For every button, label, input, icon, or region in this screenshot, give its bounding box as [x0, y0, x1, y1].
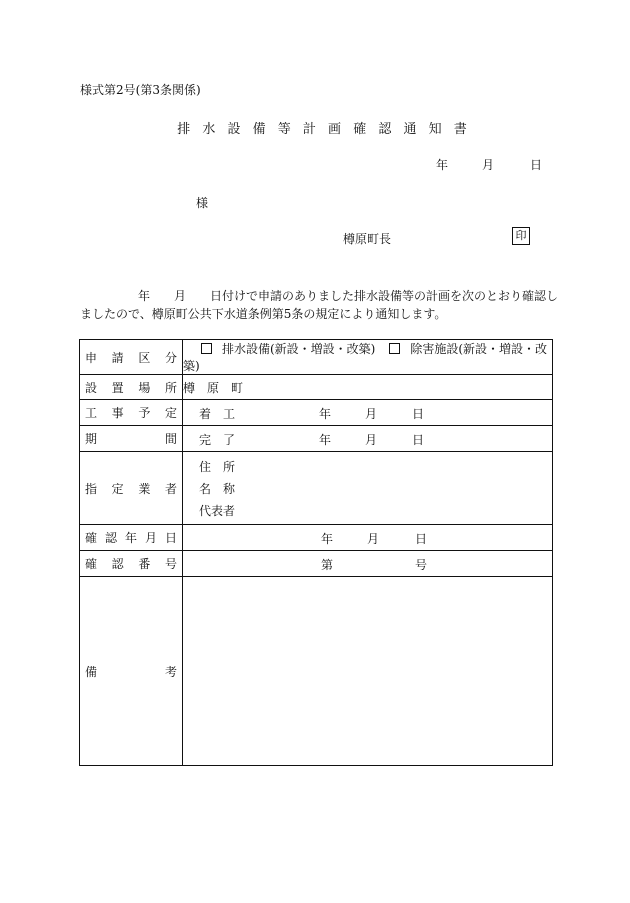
date-month: 月: [482, 158, 495, 172]
start-day: 日: [412, 407, 425, 421]
contractor-name-label: 名 称: [199, 482, 236, 496]
label-text: 申 請 区 分: [85, 350, 177, 365]
confirm-month: 月: [367, 532, 380, 546]
confirm-number-cell: [183, 551, 553, 577]
contractor-cell: [183, 452, 553, 525]
schedule-end-cell: [183, 426, 553, 452]
label-confirm-date: 確 認 年 月 日: [80, 525, 183, 551]
date-day: 日: [530, 158, 543, 172]
row-application-type: [80, 340, 553, 375]
confirm-number-prefix: 第: [321, 558, 334, 572]
start-label: 着 工: [199, 407, 236, 421]
body-line-2: ましたので、樽原町公共下水道条例第5条の規定により通知します。: [80, 307, 447, 321]
end-label: 完 了: [199, 433, 236, 447]
pretreatment-checkbox[interactable]: [389, 343, 400, 354]
row-schedule-end: [80, 426, 553, 452]
row-location: [80, 375, 553, 400]
end-day: 日: [412, 433, 425, 447]
contractor-address-label: 住 所: [199, 460, 236, 474]
body-text-1: 日付けで申請のありました排水設備等の計画を次のとおり確認し: [210, 289, 559, 303]
label-confirm-number: 確 認 番 号: [80, 551, 183, 577]
label-schedule: 工 事 予 定: [80, 400, 183, 426]
page-title: 排 水 設 備 等 計 画 確 認 通 知 書: [177, 122, 471, 137]
location-value: 樽 原 町: [183, 375, 553, 400]
confirmation-form-table: [79, 339, 553, 766]
body-year: 年: [138, 289, 151, 303]
confirm-year: 年: [321, 532, 334, 546]
pretreatment-option-label: 除害施設(新設・増設・改築): [183, 342, 548, 373]
end-year: 年: [319, 433, 332, 447]
schedule-start-cell: [183, 400, 553, 426]
label-remarks: 備 考: [80, 577, 183, 766]
end-month: 月: [365, 433, 378, 447]
issuer-name: 樽原町長: [343, 232, 392, 246]
row-remarks: [80, 577, 553, 766]
form-number: 様式第2号(第3条関係): [80, 83, 201, 97]
label-location: 設 置 場 所: [80, 375, 183, 400]
body-line-1: [80, 287, 558, 304]
confirm-date-cell: [183, 525, 553, 551]
label-schedule-period: 期 間: [80, 426, 183, 452]
drainage-option-label: 排水設備(新設・増設・改築): [222, 342, 376, 356]
row-confirm-number: [80, 551, 553, 577]
date-year: 年: [436, 158, 449, 172]
application-options: [183, 340, 553, 375]
label-application-type: [80, 340, 183, 375]
row-confirm-date: [80, 525, 553, 551]
confirm-day: 日: [415, 532, 428, 546]
addressee-suffix: 様: [196, 196, 209, 210]
row-contractor: [80, 452, 553, 525]
remarks-cell[interactable]: [183, 577, 553, 766]
label-contractor: 指 定 業 者: [80, 452, 183, 525]
confirm-number-suffix: 号: [415, 558, 428, 572]
contractor-representative-label: 代表者: [199, 504, 236, 518]
body-month: 月: [174, 289, 187, 303]
start-year: 年: [319, 407, 332, 421]
row-schedule-start: [80, 400, 553, 426]
start-month: 月: [365, 407, 378, 421]
drainage-checkbox[interactable]: [201, 343, 212, 354]
seal-box: 印: [512, 227, 530, 245]
